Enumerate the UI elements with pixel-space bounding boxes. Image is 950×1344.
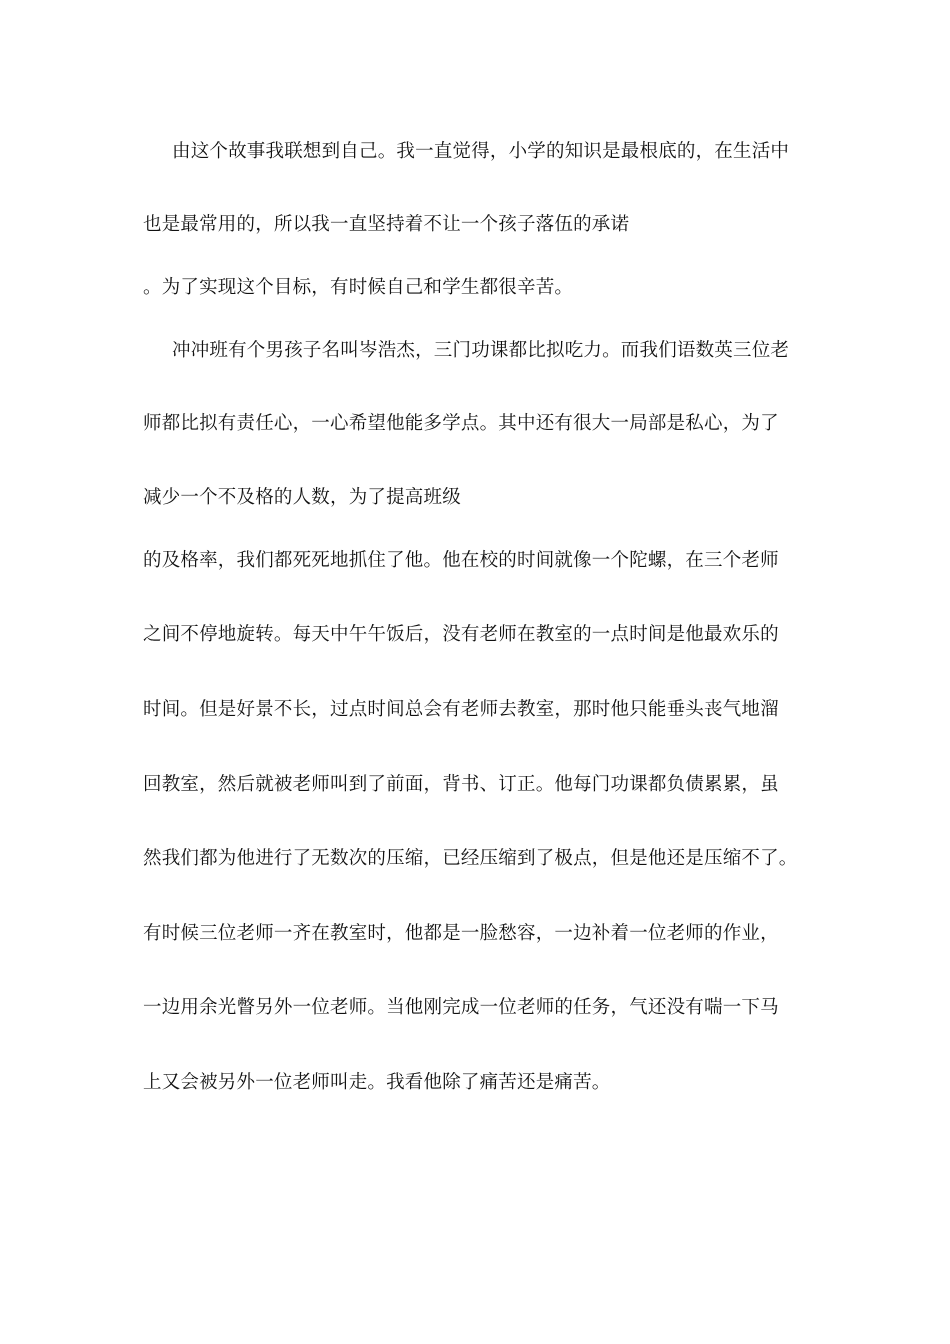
paragraph-2-line-2: 师都比拟有责任心，一心希望他能多学点。其中还有很大一局部是私心，为了 (143, 413, 779, 434)
paragraph-2-line-11: 上又会被另外一位老师叫走。我看他除了痛苦还是痛苦。 (143, 1072, 611, 1093)
paragraph-2-line-3: 减少一个不及格的人数，为了提高班级 (143, 487, 461, 508)
paragraph-2-line-10: 一边用余光瞥另外一位老师。当他刚完成一位老师的任务，气还没有喘一下马 (143, 997, 779, 1018)
paragraph-2-line-1: 冲冲班有个男孩子名叫岑浩杰，三门功课都比拟吃力。而我们语数英三位老 (172, 340, 790, 361)
paragraph-2-line-6: 时间。但是好景不长，过点时间总会有老师去教室，那时他只能垂头丧气地溜 (143, 699, 779, 720)
paragraph-2-line-4: 的及格率，我们都死死地抓住了他。他在校的时间就像一个陀螺，在三个老师 (143, 550, 779, 571)
paragraph-2-line-8: 然我们都为他进行了无数次的压缩，已经压缩到了极点，但是他还是压缩不了。 (143, 848, 798, 869)
paragraph-2-line-9: 有时候三位老师一齐在教室时，他都是一脸愁容，一边补着一位老师的作业， (143, 923, 779, 944)
paragraph-2-line-5: 之间不停地旋转。每天中午午饭后，没有老师在教室的一点时间是他最欢乐的 (143, 624, 779, 645)
paragraph-1-line-3: 。为了实现这个目标，有时候自己和学生都很辛苦。 (143, 277, 574, 298)
paragraph-1-line-2: 也是最常用的，所以我一直坚持着不让一个孩子落伍的承诺 (143, 214, 630, 235)
paragraph-2-line-7: 回教室，然后就被老师叫到了前面，背书、订正。他每门功课都负债累累，虽 (143, 774, 779, 795)
paragraph-1-line-1: 由这个故事我联想到自己。我一直觉得，小学的知识是最根底的，在生活中 (172, 141, 790, 162)
